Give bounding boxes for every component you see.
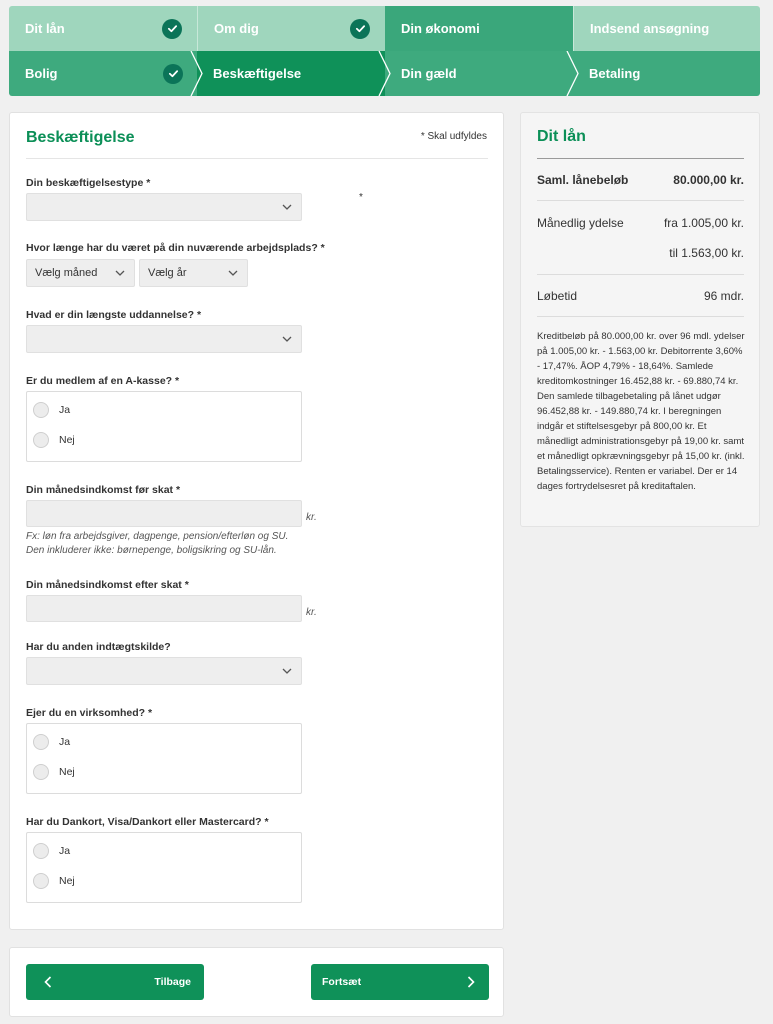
education-label: Hvad er din længste uddannelse? * <box>26 309 202 321</box>
monthly-payment-to: til 1.563,00 kr. <box>669 246 744 260</box>
radio-label: Nej <box>59 875 75 887</box>
required-asterisk: * <box>359 192 363 203</box>
radio-label: Nej <box>59 766 75 778</box>
step-label: Beskæftigelse <box>213 66 302 81</box>
navigation-card <box>9 947 504 1017</box>
monthly-payment-from: fra 1.005,00 kr. <box>663 216 744 230</box>
chevron-down-icon <box>282 336 292 342</box>
radio-label: Ja <box>59 404 71 416</box>
loan-summary-title: Dit lån <box>537 128 586 145</box>
check-icon <box>162 19 182 39</box>
check-icon <box>350 19 370 39</box>
a-kasse-radio-group <box>26 391 302 462</box>
card-radio-group <box>26 832 302 903</box>
check-icon <box>163 64 183 84</box>
card-label: Har du Dankort, Visa/Dankort eller Mastercard? * <box>26 816 269 828</box>
summary-divider <box>537 158 744 159</box>
a-kasse-label: Er du medlem af en A-kasse? * <box>26 375 180 387</box>
monthly-payment-label: Månedlig ydelse <box>537 216 624 230</box>
income-after-tax-input[interactable] <box>26 595 302 622</box>
step-dit-laan[interactable] <box>9 6 197 51</box>
chevron-down-icon <box>282 668 292 674</box>
radio-button[interactable] <box>33 843 49 859</box>
term-label: Løbetid <box>537 289 578 303</box>
continue-button[interactable] <box>311 964 489 1000</box>
radio-label: Nej <box>59 434 75 446</box>
term-value: 96 mdr. <box>703 289 744 303</box>
loan-disclaimer: Kreditbeløb på 80.000,00 kr. over 96 mdl. ydelser på 1.005,00 kr. - 1.563,00 kr. Debitorrente 3,60% - 17,47%. ÅOP 4,79% - 18,64%. Samlede kreditomkostninger 16.452,88 kr. - 69.880,74 kr. Den samlede tilbagebetaling på lånet udgør 96.452,88 kr. - 149.880,74 kr. I beregningen indgår et stiftelsesgebyr på 800,00 kr. Et månedligt administrationsgebyr på 19,00 kr. samt et månedligt opkrævningsgebyr på 15,00 kr. (inkl. Betalingsservice). Renten er variabel. Der er 14 dages fortrydelsesret på kreditaftalen. <box>537 331 745 492</box>
step-label: Om dig <box>214 21 259 36</box>
step-label: Dit lån <box>25 21 65 36</box>
step-label: Din gæld <box>401 66 457 81</box>
progress-stepper <box>9 6 760 96</box>
substep-beskaeftigelse <box>197 51 385 96</box>
title-divider <box>26 158 488 159</box>
income-after-tax-label: Din månedsindkomst efter skat * <box>26 579 189 591</box>
employment-form-card <box>9 112 504 930</box>
section-title: Beskæftigelse <box>26 129 135 146</box>
tenure-label: Hvor længe har du været på din nuværende arbejdsplads? * <box>26 242 325 254</box>
step-label: Betaling <box>589 66 641 81</box>
other-income-label: Har du anden indtægtskilde? <box>26 641 171 653</box>
currency-unit: kr. <box>306 512 317 523</box>
radio-button[interactable] <box>33 402 49 418</box>
step-label: Din økonomi <box>401 21 480 36</box>
summary-divider <box>537 274 744 275</box>
income-hint-included: Fx: løn fra arbejdsgiver, dagpenge, pension/efterløn og SU. <box>26 531 289 542</box>
loan-summary-card <box>520 112 760 527</box>
employment-type-select[interactable] <box>26 193 302 221</box>
chevron-right-icon <box>467 976 475 988</box>
income-before-tax-input[interactable] <box>26 500 302 527</box>
business-label: Ejer du en virksomhed? * <box>26 707 153 719</box>
a-kasse-option-ja[interactable] <box>33 402 70 418</box>
substep-betaling <box>573 51 760 96</box>
chevron-left-icon <box>44 976 52 988</box>
currency-unit: kr. <box>306 607 317 618</box>
step-label: Indsend ansøgning <box>590 21 710 36</box>
back-button[interactable] <box>26 964 204 1000</box>
summary-divider <box>537 200 744 201</box>
business-option-nej[interactable] <box>33 764 75 780</box>
select-placeholder: Vælg måned <box>35 267 98 279</box>
radio-button[interactable] <box>33 432 49 448</box>
radio-button[interactable] <box>33 764 49 780</box>
required-note: * Skal udfyldes <box>420 131 487 142</box>
chevron-down-icon <box>282 204 292 210</box>
tenure-month-select[interactable] <box>26 259 135 287</box>
a-kasse-option-nej[interactable] <box>33 432 75 448</box>
other-income-select[interactable] <box>26 657 302 685</box>
chevron-separator-icon <box>190 51 204 96</box>
step-om-dig[interactable] <box>197 6 385 51</box>
chevron-down-icon <box>228 270 238 276</box>
business-radio-group <box>26 723 302 794</box>
back-button-label: Tilbage <box>154 976 191 988</box>
stepper-sub-steps <box>9 51 760 96</box>
substep-bolig[interactable] <box>9 51 197 96</box>
chevron-separator-icon <box>566 51 580 96</box>
income-hint-excluded: Den inkluderer ikke: børnepenge, boligsikring og SU-lån. <box>26 545 277 556</box>
card-option-nej[interactable] <box>33 873 75 889</box>
radio-button[interactable] <box>33 873 49 889</box>
stepper-main-steps <box>9 6 760 51</box>
chevron-down-icon <box>115 270 125 276</box>
card-option-ja[interactable] <box>33 843 70 859</box>
step-din-oekonomi <box>385 6 573 51</box>
radio-button[interactable] <box>33 734 49 750</box>
income-before-tax-label: Din månedsindkomst før skat * <box>26 484 181 496</box>
loan-total-value: 80.000,00 kr. <box>673 173 744 187</box>
tenure-year-select[interactable] <box>139 259 248 287</box>
chevron-separator-icon <box>378 51 392 96</box>
loan-total-label: Saml. lånebeløb <box>537 173 629 187</box>
step-label: Bolig <box>25 66 58 81</box>
continue-button-label: Fortsæt <box>322 976 362 988</box>
business-option-ja[interactable] <box>33 734 70 750</box>
employment-type-label: Din beskæftigelsestype * <box>26 177 151 189</box>
summary-divider <box>537 316 744 317</box>
radio-label: Ja <box>59 845 71 857</box>
select-placeholder: Vælg år <box>148 267 187 279</box>
substep-din-gaeld <box>385 51 573 96</box>
education-select[interactable] <box>26 325 302 353</box>
step-indsend-ansoegning <box>573 6 760 51</box>
radio-label: Ja <box>59 736 71 748</box>
